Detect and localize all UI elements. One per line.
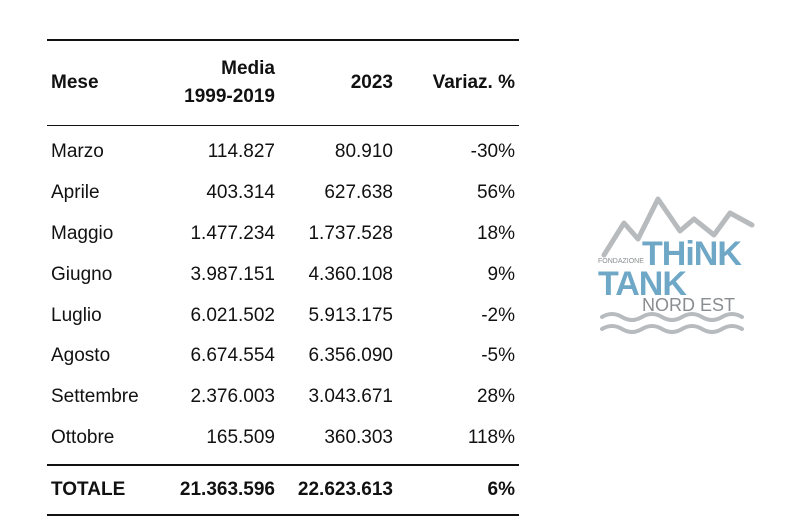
cell-variaz: 9% [487,263,515,285]
total-label: TOTALE [51,479,126,501]
cell-variaz: 28% [476,386,515,408]
cell-variaz: -30% [470,141,515,163]
cell-2023: 3.043.671 [308,386,393,408]
think-tank-nord-est-logo [596,195,756,335]
wave-line-icon [602,326,742,332]
table-row [47,214,519,255]
cell-variaz: -5% [481,345,515,367]
cell-2023: 6.356.090 [308,345,393,367]
cell-2023: 360.303 [324,426,393,448]
header-mese: Mese [51,72,99,93]
logo-graphic [596,195,756,335]
cell-media: 2.376.003 [190,386,275,408]
header-media-line1: Media [221,58,275,79]
cell-variaz: 118% [467,426,515,448]
cell-2023: 5.913.175 [308,304,393,326]
header-variaz: Variaz. % [432,72,515,93]
table-total-row [47,465,519,515]
data-table [47,39,519,516]
cell-media: 6.021.502 [190,304,275,326]
cell-media: 114.827 [207,141,275,163]
cell-mese: Marzo [51,141,104,163]
cell-mese: Aprile [51,182,100,204]
cell-mese: Luglio [51,304,102,326]
cell-variaz: -2% [481,304,515,326]
table-row [47,336,519,377]
logo-think: THiNK [642,235,741,273]
table-row [47,377,519,418]
cell-mese: Ottobre [51,426,115,448]
cell-mese: Maggio [51,222,114,244]
cell-mese: Giugno [51,263,113,285]
cell-2023: 1.737.528 [308,222,393,244]
table-row [47,254,519,295]
header-media [177,40,279,126]
cell-media: 403.314 [206,182,275,204]
cell-variaz: 56% [476,182,515,204]
header-media-line2: 1999-2019 [184,86,275,107]
cell-2023: 80.910 [334,141,393,163]
cell-media: 1.477.234 [190,222,275,244]
cell-media: 6.674.554 [190,345,275,367]
total-variaz: 6% [487,479,515,501]
table-row [47,126,519,173]
header-2023: 2023 [350,72,393,93]
cell-mese: Agosto [51,345,111,367]
table-row [47,418,519,466]
table-row [47,173,519,214]
data-table-container [47,39,519,516]
table-header-row [47,40,519,126]
total-2023: 22.623.613 [297,479,393,501]
cell-mese: Settembre [51,386,139,408]
cell-media: 165.509 [206,426,275,448]
logo-fondazione: FONDAZIONE [598,258,644,265]
cell-media: 3.987.151 [190,263,275,285]
logo-nord-est: NORD EST [642,295,736,315]
table-row [47,295,519,336]
cell-2023: 4.360.108 [308,263,393,285]
cell-variaz: 18% [476,222,515,244]
total-media: 21.363.596 [179,479,275,501]
cell-2023: 627.638 [324,182,393,204]
logo-tank: TANK [598,265,686,303]
